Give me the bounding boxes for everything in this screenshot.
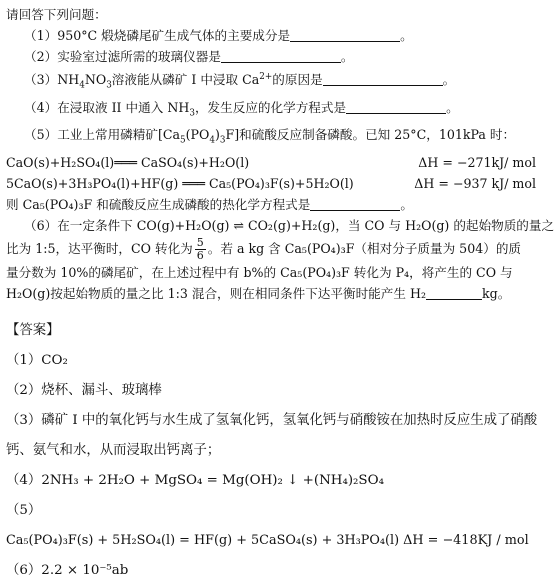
question-block <box>6 4 554 304</box>
question-6-line-3 <box>6 262 548 283</box>
answer-6: （6）2.2 × 10⁻⁵ab <box>6 562 129 578</box>
q4-sub: 3 <box>189 108 195 119</box>
q1-label: （1） <box>24 28 58 43</box>
question-1 <box>6 25 548 46</box>
answer-2: （2）烧杯、漏斗、玻璃棒 <box>6 382 162 398</box>
answer-5-label: （5） <box>6 502 42 518</box>
q3-sup: 2+ <box>259 72 273 82</box>
q3-blank <box>323 72 443 86</box>
q6-line4a: H₂O(g)按起始物质的量之比 1:3 混合，则在相同条件下达平衡时能产生 H₂ <box>6 285 426 301</box>
question-5 <box>6 124 548 152</box>
q3-text-c: 溶液能从磷矿 I 中浸取 Ca <box>111 72 260 88</box>
q5-end: 。 <box>400 196 413 212</box>
q5-text-d: F]和硫酸反应制备磷酸。已知 25°C，101kPa 时： <box>225 127 516 143</box>
q3-sub1: 4 <box>79 80 85 91</box>
q2-blank <box>221 49 341 63</box>
q4-text-a: 在浸取液 II 中通入 NH <box>57 99 190 115</box>
q5-label: （5） <box>24 127 58 143</box>
q6-fraction <box>195 237 206 262</box>
answer-section <box>6 316 548 586</box>
q6-line4b: kg。 <box>482 285 511 301</box>
q1-end: 。 <box>400 28 413 43</box>
q5-sub3: 3 <box>219 135 226 146</box>
question-6-line-1 <box>6 215 554 236</box>
answer-heading: 【答案】 <box>6 322 60 338</box>
q3-sub2: 3 <box>106 80 112 91</box>
q2-text: 实验室过滤所需的玻璃仪器是 <box>57 49 221 64</box>
q6-frac-num: 5 <box>196 235 204 249</box>
q5-eq2: 5CaO(s)+3H₃PO₄(l)+HF(g) ═══ Ca₅(PO₄)₃F(s)+5H₂O(l) <box>6 175 354 191</box>
q3-text-b: NO <box>84 72 107 88</box>
intro-text: 请回答下列问题： <box>6 7 107 22</box>
q5-then-text: 则 Ca₅(PO₄)₃F 和硫酸反应生成磷酸的热化学方程式是 <box>6 196 311 212</box>
q5-sub2: 4 <box>209 135 215 146</box>
q5-equation-2 <box>6 173 548 194</box>
q6-line3: 量分数为 10%的磷尾矿，在上述过程中有 b%的 Ca₅(PO₄)₃F 转化为 P₄，将产生的 CO 与 <box>6 264 513 280</box>
q5-text-a: 工业上常用磷精矿[Ca <box>57 127 181 143</box>
q3-text-d: 的原因是 <box>272 72 323 88</box>
q4-text-b: ，发生反应的化学方程式是 <box>194 99 347 115</box>
q5-dh1: ΔH = −271kJ/ mol <box>418 154 536 170</box>
q5-text-c: ) <box>214 127 220 143</box>
question-3 <box>6 67 548 97</box>
question-2 <box>6 46 548 67</box>
question-4 <box>6 97 548 125</box>
q2-end: 。 <box>340 49 354 64</box>
q1-text: 950°C 煅烧磷尾矿生成气体的主要成分是 <box>57 28 291 43</box>
q3-label: （3） <box>24 72 58 88</box>
q5-sub1: 5 <box>180 135 186 146</box>
answer-4-label: （4） <box>6 472 42 488</box>
answer-4 <box>6 466 548 496</box>
q6-frac-den: 6 <box>196 248 204 262</box>
q3-end: 。 <box>442 72 456 88</box>
q3-text-a: NH <box>57 72 80 88</box>
answer-5-equation: Ca₅(PO₄)₃F(s) + 5H₂SO₄(l) = HF(g) + 5CaSO₄(s) + 3H₃PO₄(l) ΔH = −418KJ / mol <box>6 532 529 548</box>
answer-3: （3）磷矿 I 中的氧化钙与水生成了氢氧化钙，氢氧化钙与硝酸铵在加热时反应生成了硝酸钙、氨气和水，从而浸取出钙离子； <box>6 412 538 458</box>
answer-4-equation: 2NH₃ + 2H₂O + MgSO₄ = Mg(OH)₂ ↓ +(NH₄)₂SO₄ <box>41 472 384 488</box>
q4-end: 。 <box>446 99 459 115</box>
q6-line1: 在一定条件下 CO(g)+H₂O(g) ⇌ CO₂(g)+H₂(g)，当 CO 与 H₂O(g) 的起始物质的量之 <box>57 217 554 233</box>
q5-then <box>6 194 548 215</box>
q6-blank <box>426 286 482 300</box>
q5-text-b: (PO <box>185 127 210 143</box>
q6-line2b: 。若 a kg 含 Ca₅(PO₄)₃F（相对分子质量为 504）的质 <box>207 240 522 256</box>
q6-line2a: 比为 1:5，达平衡时，CO 转化为 <box>6 240 193 256</box>
q2-label: （2） <box>24 49 58 64</box>
q6-label: （6） <box>24 217 58 233</box>
q1-blank <box>290 28 400 42</box>
q4-blank <box>346 100 446 114</box>
question-6-line-2 <box>6 236 548 262</box>
q4-label: （4） <box>24 99 58 115</box>
answer-1: （1）CO₂ <box>6 352 68 368</box>
q5-equation-1 <box>6 152 548 173</box>
q5-blank <box>310 197 400 211</box>
question-6-line-4 <box>6 283 548 304</box>
q5-dh2: ΔH = −937 kJ/ mol <box>414 175 536 191</box>
q5-eq1: CaO(s)+H₂SO₄(l)═══ CaSO₄(s)+H₂O(l) <box>6 154 250 170</box>
